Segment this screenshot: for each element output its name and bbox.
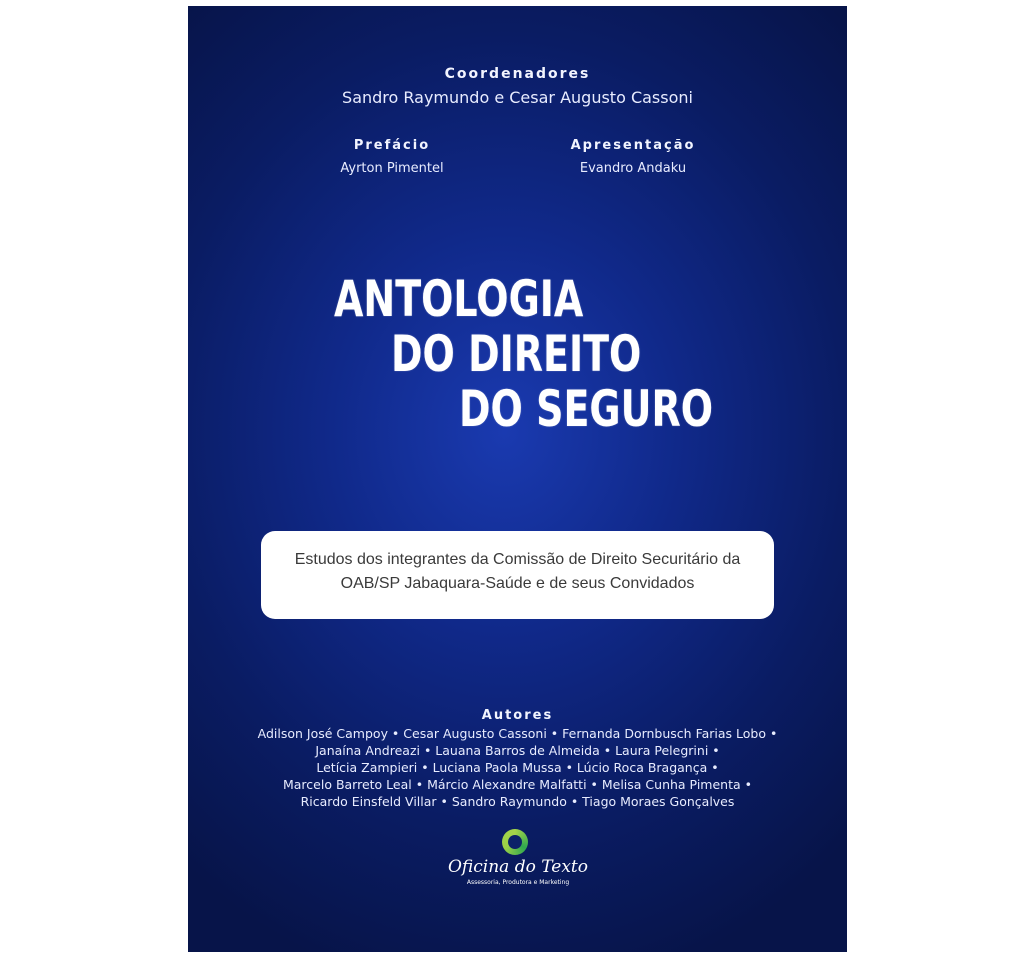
ring-icon (502, 829, 528, 855)
publisher-logo (446, 829, 590, 891)
subtitle-line-1: Estudos dos integrantes da Comissão de Direito Securitário da (294, 551, 741, 568)
presentation-heading: Apresentação (570, 138, 696, 153)
authors-line: Adilson José Campoy • Cesar Augusto Cassoni • Fernanda Dornbusch Farias Lobo • (257, 726, 778, 741)
book-title-line-1: ANTOLOGIA (334, 270, 584, 328)
coordinators-names: Sandro Raymundo e Cesar Augusto Cassoni (342, 88, 693, 107)
presentation-author: Evandro Andaku (579, 161, 687, 176)
authors-heading: Autores (481, 708, 554, 723)
preface-block (312, 138, 472, 176)
publisher-name: Oficina do Texto (448, 857, 588, 877)
preface-author: Ayrton Pimentel (340, 161, 444, 176)
presentation-block (553, 138, 713, 176)
book-cover (188, 6, 847, 952)
authors-line: Ricardo Einsfeld Villar • Sandro Raymundo • Tiago Moraes Gonçalves (300, 794, 735, 809)
book-title-line-2: DO DIREITO (391, 325, 642, 383)
authors-line: Janaína Andreazi • Lauana Barros de Almeida • Laura Pelegrini • (315, 743, 720, 758)
coordinators-heading: Coordenadores (444, 66, 591, 82)
authors-line: Letícia Zampieri • Luciana Paola Mussa • Lúcio Roca Bragança • (316, 760, 719, 775)
book-title-line-3: DO SEGURO (459, 380, 714, 438)
preface-heading: Prefácio (353, 138, 431, 153)
authors-line: Marcelo Barreto Leal • Márcio Alexandre Malfatti • Melisa Cunha Pimenta • (282, 777, 752, 792)
publisher-tagline: Assessoria, Produtora e Marketing (466, 879, 570, 886)
subtitle-box (261, 531, 774, 619)
subtitle-line-2: OAB/SP Jabaquara-Saúde e de seus Convidados (340, 575, 695, 592)
